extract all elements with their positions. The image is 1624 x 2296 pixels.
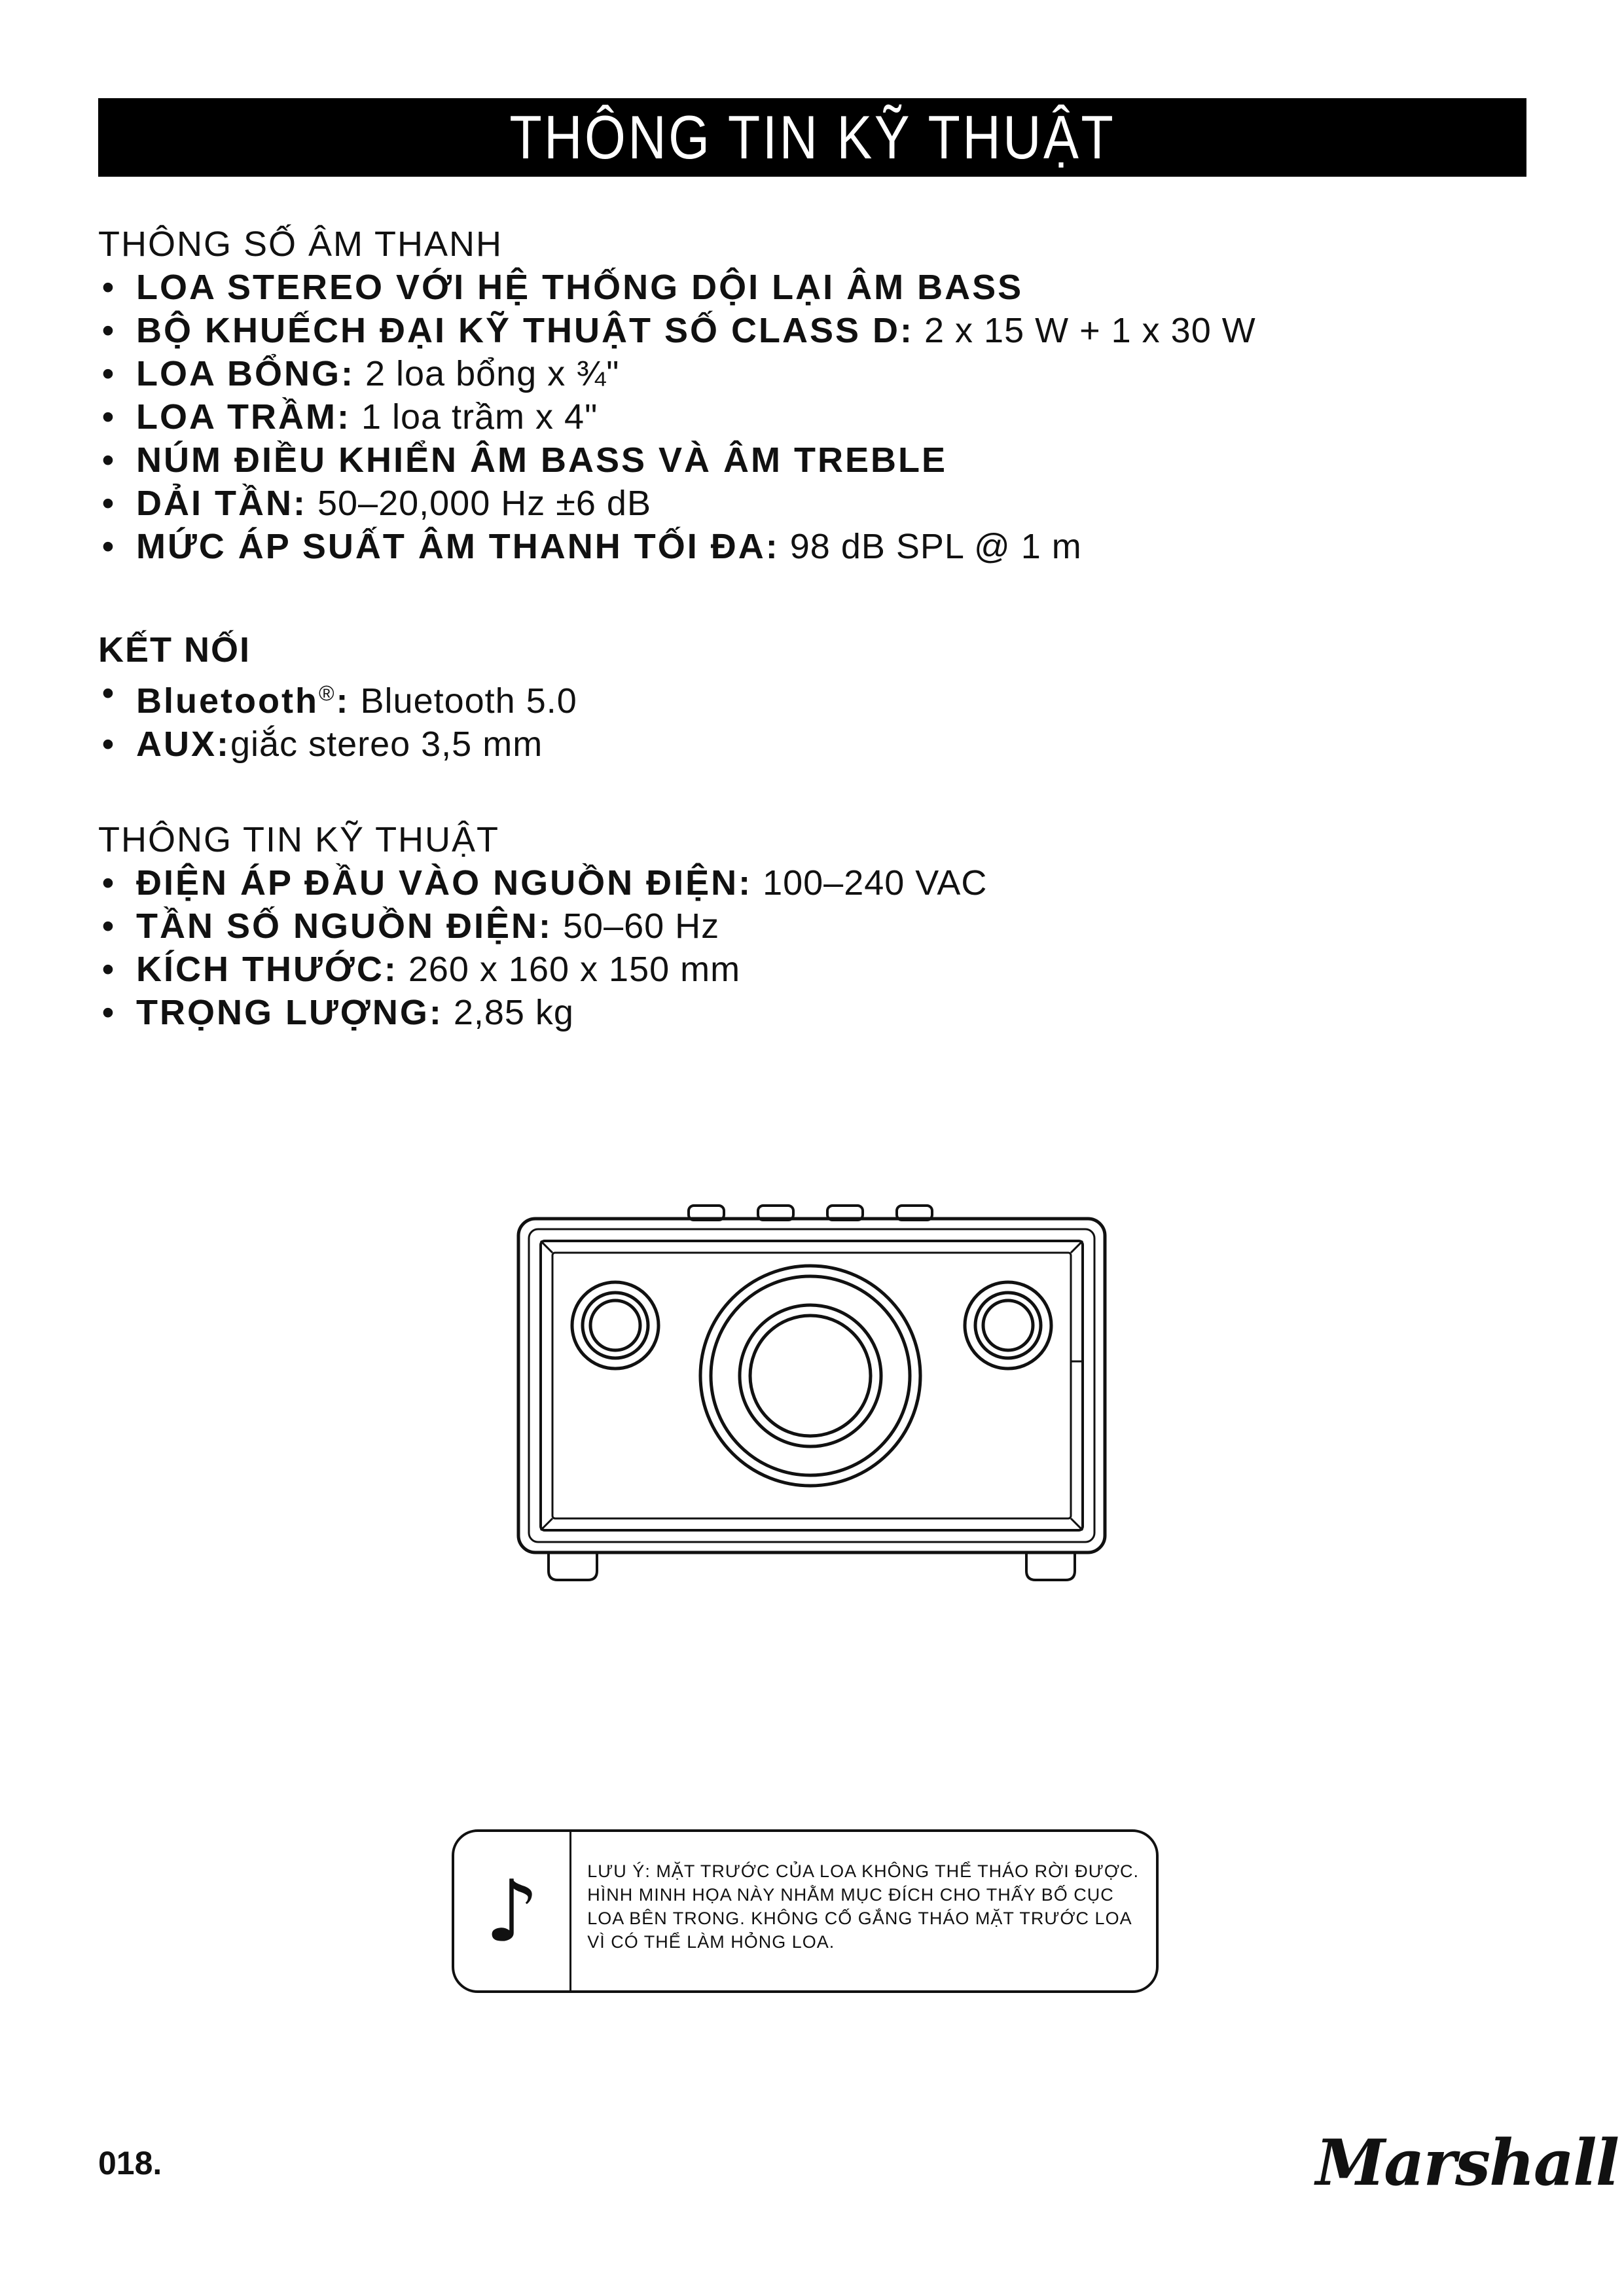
connectivity-section — [98, 628, 577, 766]
spec-value: 2,85 kg — [442, 993, 574, 1032]
bluetooth-label: Bluetooth — [136, 681, 319, 721]
spec-label: LOA TRẦM: — [136, 397, 351, 437]
bullet-icon: • — [101, 906, 115, 946]
spec-value: 100–240 VAC — [752, 863, 988, 903]
list-item — [98, 525, 1256, 568]
brand-logo: Marshall — [1316, 2126, 1619, 2200]
music-note-icon: ♪ — [454, 1832, 571, 1990]
spec-label: MỨC ÁP SUẤT ÂM THANH TỐI ĐA: — [136, 527, 780, 566]
spec-value: 98 dB SPL @ 1 m — [779, 527, 1082, 566]
spec-label: BỘ KHUẾCH ĐẠI KỸ THUẬT SỐ CLASS D: — [136, 311, 914, 350]
spec-label: TRỌNG LƯỢNG: — [136, 993, 443, 1032]
bullet-icon: • — [101, 440, 115, 480]
list-item — [98, 266, 1256, 309]
speaker-body — [518, 1219, 1105, 1552]
registered-mark: ® — [318, 681, 336, 705]
bluetooth-colon: : — [336, 681, 350, 721]
note-box — [452, 1829, 1159, 1993]
note-line: LOA BÊN TRONG. KHÔNG CỐ GẮNG THÁO MẶT TRƯỚC LOA — [587, 1909, 1132, 1928]
spec-value: 2 loa bổng x ¾" — [354, 354, 620, 393]
page-title: THÔNG TIN KỸ THUẬT — [509, 103, 1115, 171]
list-item — [98, 482, 1256, 525]
note-line: HÌNH MINH HỌA NÀY NHẰM MỤC ĐÍCH CHO THẤY BỐ CỤC — [587, 1885, 1114, 1905]
spec-value: 260 x 160 x 150 mm — [397, 950, 741, 989]
spec-label: ĐIỆN ÁP ĐẦU VÀO NGUỒN ĐIỆN: — [136, 863, 753, 903]
spec-label: AUX: — [136, 725, 230, 764]
audio-spec-list — [98, 266, 1256, 568]
spec-value: giắc stereo 3,5 mm — [230, 725, 543, 764]
list-item — [98, 439, 1256, 482]
bullet-icon: • — [101, 268, 115, 307]
speaker-feet — [549, 1552, 1075, 1580]
list-item — [98, 948, 987, 991]
left-tweeter — [572, 1282, 659, 1369]
spec-label: DẢI TẦN: — [136, 484, 307, 523]
spec-label: LOA BỔNG: — [136, 354, 355, 393]
bullet-icon: • — [101, 484, 115, 523]
woofer — [700, 1266, 920, 1486]
technical-heading: THÔNG TIN KỸ THUẬT — [98, 820, 500, 859]
list-item — [98, 861, 987, 905]
bullet-icon: • — [101, 863, 115, 903]
list-item — [98, 352, 1256, 395]
page-number: 018. — [98, 2145, 162, 2181]
technical-section — [98, 818, 987, 1034]
spec-label: NÚM ĐIỀU KHIỂN ÂM BASS VÀ ÂM TREBLE — [136, 440, 948, 480]
note-line: LƯU Ý: MẶT TRƯỚC CỦA LOA KHÔNG THỂ THÁO RỜI ĐƯỢC. — [587, 1861, 1139, 1881]
list-item — [98, 905, 987, 948]
bullet-icon: • — [101, 354, 115, 393]
connectivity-heading: KẾT NỐI — [98, 630, 251, 670]
bullet-icon: • — [101, 311, 115, 350]
audio-section — [98, 223, 1256, 568]
bullet-icon: • — [101, 993, 115, 1032]
bullet-icon: • — [101, 527, 115, 566]
spec-value: 50–20,000 Hz ±6 dB — [306, 484, 651, 523]
list-item — [98, 723, 577, 766]
spec-label: TẦN SỐ NGUỒN ĐIỆN: — [136, 906, 553, 946]
list-item — [98, 672, 577, 723]
bullet-icon: • — [101, 725, 115, 764]
list-item — [98, 991, 987, 1034]
spec-label: LOA STEREO VỚI HỆ THỐNG DỘI LẠI ÂM BASS — [136, 268, 1024, 307]
spec-label: KÍCH THƯỚC: — [136, 950, 398, 989]
technical-spec-list — [98, 861, 987, 1034]
speaker-illustration — [511, 1204, 1113, 1597]
spec-value: 2 x 15 W + 1 x 30 W — [914, 311, 1256, 350]
spec-label — [136, 681, 350, 721]
list-item — [98, 395, 1256, 439]
connectivity-spec-list — [98, 672, 577, 766]
list-item — [98, 309, 1256, 352]
note-line: VÌ CÓ THỂ LÀM HỎNG LOA. — [587, 1932, 835, 1952]
title-bar — [98, 98, 1526, 177]
right-tweeter — [965, 1282, 1051, 1369]
spec-value: 1 loa trầm x 4" — [350, 397, 598, 437]
spec-value: Bluetooth 5.0 — [350, 681, 577, 721]
bullet-icon: • — [101, 397, 115, 437]
note-text — [571, 1832, 1156, 1990]
spec-value: 50–60 Hz — [552, 906, 720, 946]
bullet-icon: • — [101, 950, 115, 989]
audio-heading: THÔNG SỐ ÂM THANH — [98, 224, 503, 264]
bullet-icon: • — [101, 673, 115, 713]
